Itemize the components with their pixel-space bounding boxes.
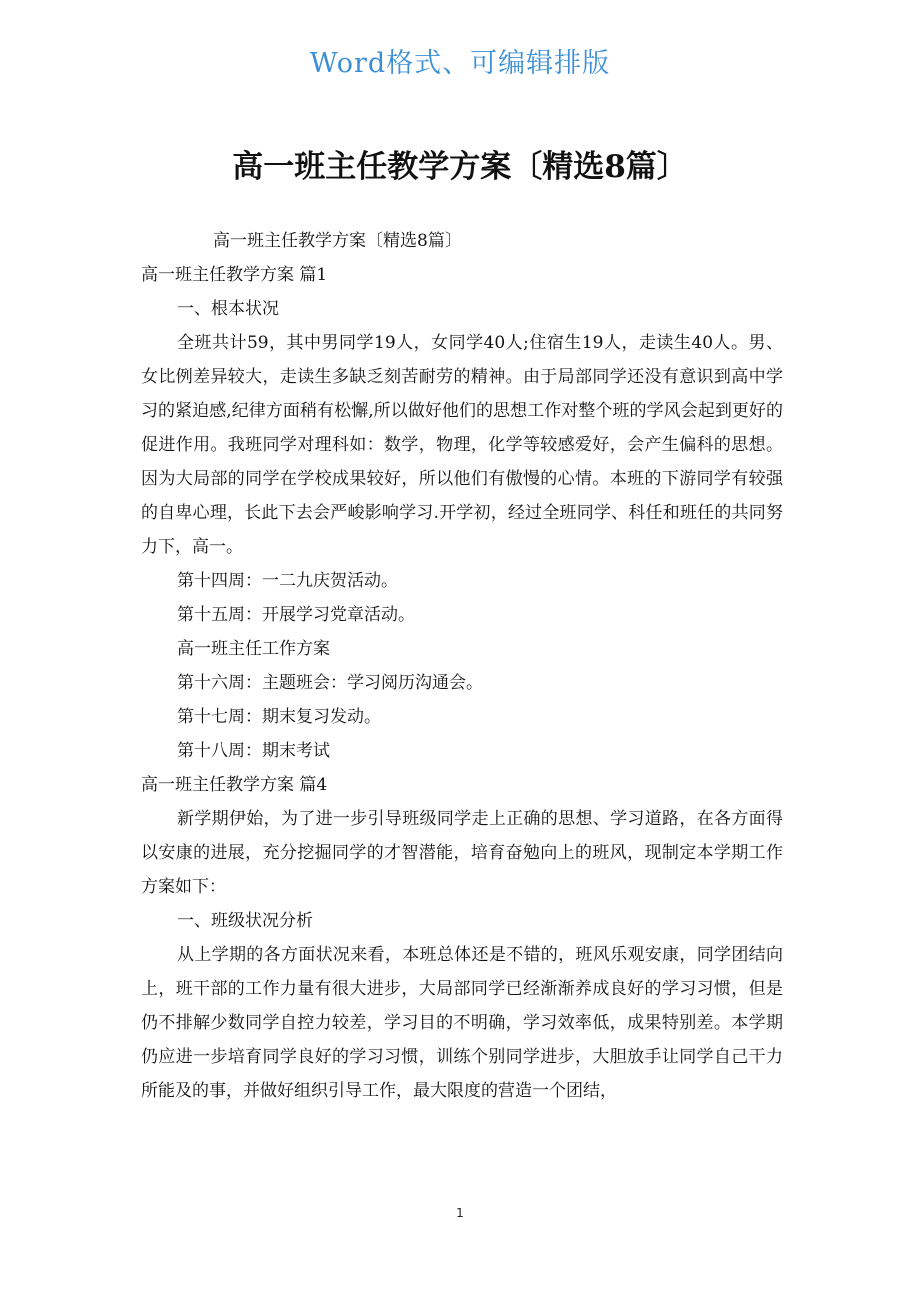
subheading-work-plan: 高一班主任工作方案: [177, 639, 330, 659]
document-body: [141, 224, 783, 1108]
page-number: 1: [456, 1206, 464, 1220]
word-format-banner: Word格式、可编辑排版: [309, 48, 611, 79]
subheading-class-analysis: 一、班级状况分析: [177, 911, 313, 931]
schedule-week-18: 第十八周：期末考试: [177, 741, 330, 761]
schedule-week-14: 第十四周：一二九庆贺活动。: [177, 571, 398, 591]
schedule-week-15: 第十五周：开展学习党章活动。: [177, 605, 415, 625]
paragraph-class-analysis: 从上学期的各方面状况来看，本班总体还是不错的，班风乐观安康，同学团结向上，班干部的工作力量有很大进步，大局部同学已经渐渐养成良好的学习习惯，但是仍不排解少数同学自控力较差，学习目的不明确，学习效率低，成果特别差。本学期仍应进一步培育同学良好的学习习惯，训练个别同学进步，大胆放手让同学自己干力所能及的事，并做好组织引导工作，最大限度的营造一个团结，: [141, 945, 783, 1101]
paragraph-class-overview: 全班共计59，其中男同学19人，女同学40人;住宿生19人，走读生40人。男、女比例差异较大，走读生多缺乏刻苦耐劳的精神。由于局部同学还没有意识到高中学习的紧迫感,纪律方面稍有松懈,所以做好他们的思想工作对整个班的学风会起到更好的促进作用。我班同学对理科如：数学，物理，化学等较感爱好，会产生偏科的思想。因为大局部的同学在学校成果较好，所以他们有傲慢的心情。本班的下游同学有较强的自卑心理，长此下去会严峻影响学习.开学初，经过全班同学、科任和班任的共同努力下，高一。: [141, 333, 783, 557]
section-heading-part1: 高一班主任教学方案 篇1: [141, 265, 328, 285]
section-heading-part4: 高一班主任教学方案 篇4: [141, 775, 328, 795]
document-title: 高一班主任教学方案〔精选8篇〕: [232, 149, 688, 185]
subheading-basic-situation: 一、根本状况: [177, 299, 279, 319]
document-subtitle: 高一班主任教学方案〔精选8篇〕: [213, 231, 462, 251]
paragraph-new-semester: 新学期伊始，为了进一步引导班级同学走上正确的思想、学习道路，在各方面得以安康的进展，充分挖掘同学的才智潜能，培育奋勉向上的班风，现制定本学期工作方案如下：: [141, 809, 783, 897]
schedule-week-17: 第十七周：期末复习发动。: [177, 707, 381, 727]
schedule-week-16: 第十六周：主题班会：学习阅历沟通会。: [177, 673, 483, 693]
